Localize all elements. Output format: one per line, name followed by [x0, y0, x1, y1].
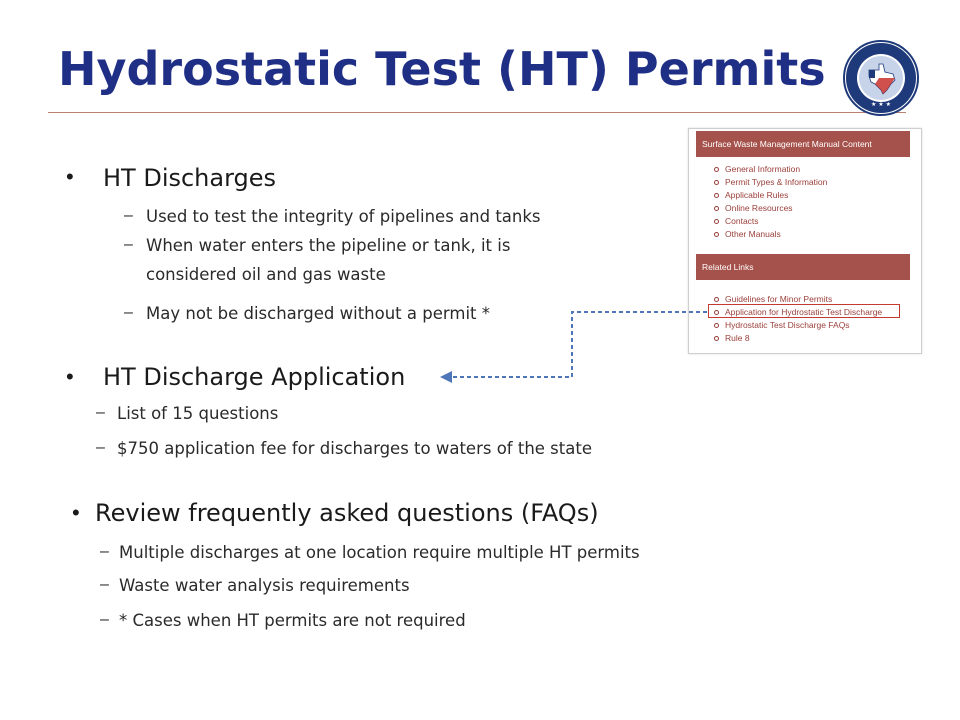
panel-link[interactable]: Other Manuals: [725, 229, 781, 239]
panel-link[interactable]: Online Resources: [725, 203, 793, 213]
title-divider: [48, 112, 906, 113]
panel-link[interactable]: Permit Types & Information: [725, 177, 828, 187]
list-item: $750 application fee for discharges to waters of the state: [117, 439, 592, 458]
en-dash-icon: –: [100, 543, 109, 560]
panel-link[interactable]: Contacts: [725, 216, 759, 226]
circle-bullet-icon: [714, 297, 719, 302]
list-item-continuation: considered oil and gas waste: [146, 265, 386, 284]
en-dash-icon: –: [124, 304, 133, 321]
section-heading-ht-discharges: HT Discharges: [103, 164, 277, 192]
en-dash-icon: –: [100, 611, 109, 628]
svg-text:★ ★ ★: ★ ★ ★: [871, 101, 891, 108]
panel-link[interactable]: Hydrostatic Test Discharge FAQs: [725, 320, 850, 330]
panel-link[interactable]: Applicable Rules: [725, 190, 789, 200]
panel-link-application[interactable]: Application for Hydrostatic Test Discharge: [725, 307, 883, 317]
bullet-dot-icon: •: [66, 164, 74, 189]
list-item: Used to test the integrity of pipelines and tanks: [146, 207, 541, 226]
highlight-box: [708, 304, 900, 318]
panel-header-related-links: Related Links: [696, 254, 910, 280]
list-item: * Cases when HT permits are not required: [119, 611, 466, 630]
circle-bullet-icon: [714, 232, 719, 237]
en-dash-icon: –: [96, 404, 105, 421]
panel-link[interactable]: Guidelines for Minor Permits: [725, 294, 833, 304]
en-dash-icon: –: [124, 207, 133, 224]
circle-bullet-icon: [714, 323, 719, 328]
circle-bullet-icon: [714, 167, 719, 172]
panel-header-manual-content: Surface Waste Management Manual Content: [696, 131, 910, 157]
circle-bullet-icon: [714, 193, 719, 198]
section-heading-ht-application: HT Discharge Application: [103, 363, 406, 391]
list-item: List of 15 questions: [117, 404, 279, 423]
circle-bullet-icon: [714, 180, 719, 185]
en-dash-icon: –: [96, 439, 105, 456]
circle-bullet-icon: [714, 206, 719, 211]
page-title: Hydrostatic Test (HT) Permits: [58, 42, 826, 96]
section-heading-faqs: Review frequently asked questions (FAQs): [95, 499, 599, 527]
list-item: Waste water analysis requirements: [119, 576, 410, 595]
list-item: Multiple discharges at one location require multiple HT permits: [119, 543, 640, 562]
circle-bullet-icon: [714, 336, 719, 341]
en-dash-icon: –: [124, 236, 133, 253]
list-item: When water enters the pipeline or tank, it is: [146, 236, 511, 255]
bullet-dot-icon: •: [72, 500, 80, 525]
en-dash-icon: –: [100, 576, 109, 593]
bullet-dot-icon: •: [66, 364, 74, 389]
railroad-commission-seal: [843, 40, 919, 116]
list-item: May not be discharged without a permit *: [146, 304, 490, 323]
panel-link[interactable]: General Information: [725, 164, 801, 174]
panel-link[interactable]: Rule 8: [725, 333, 750, 343]
circle-bullet-icon: [714, 219, 719, 224]
